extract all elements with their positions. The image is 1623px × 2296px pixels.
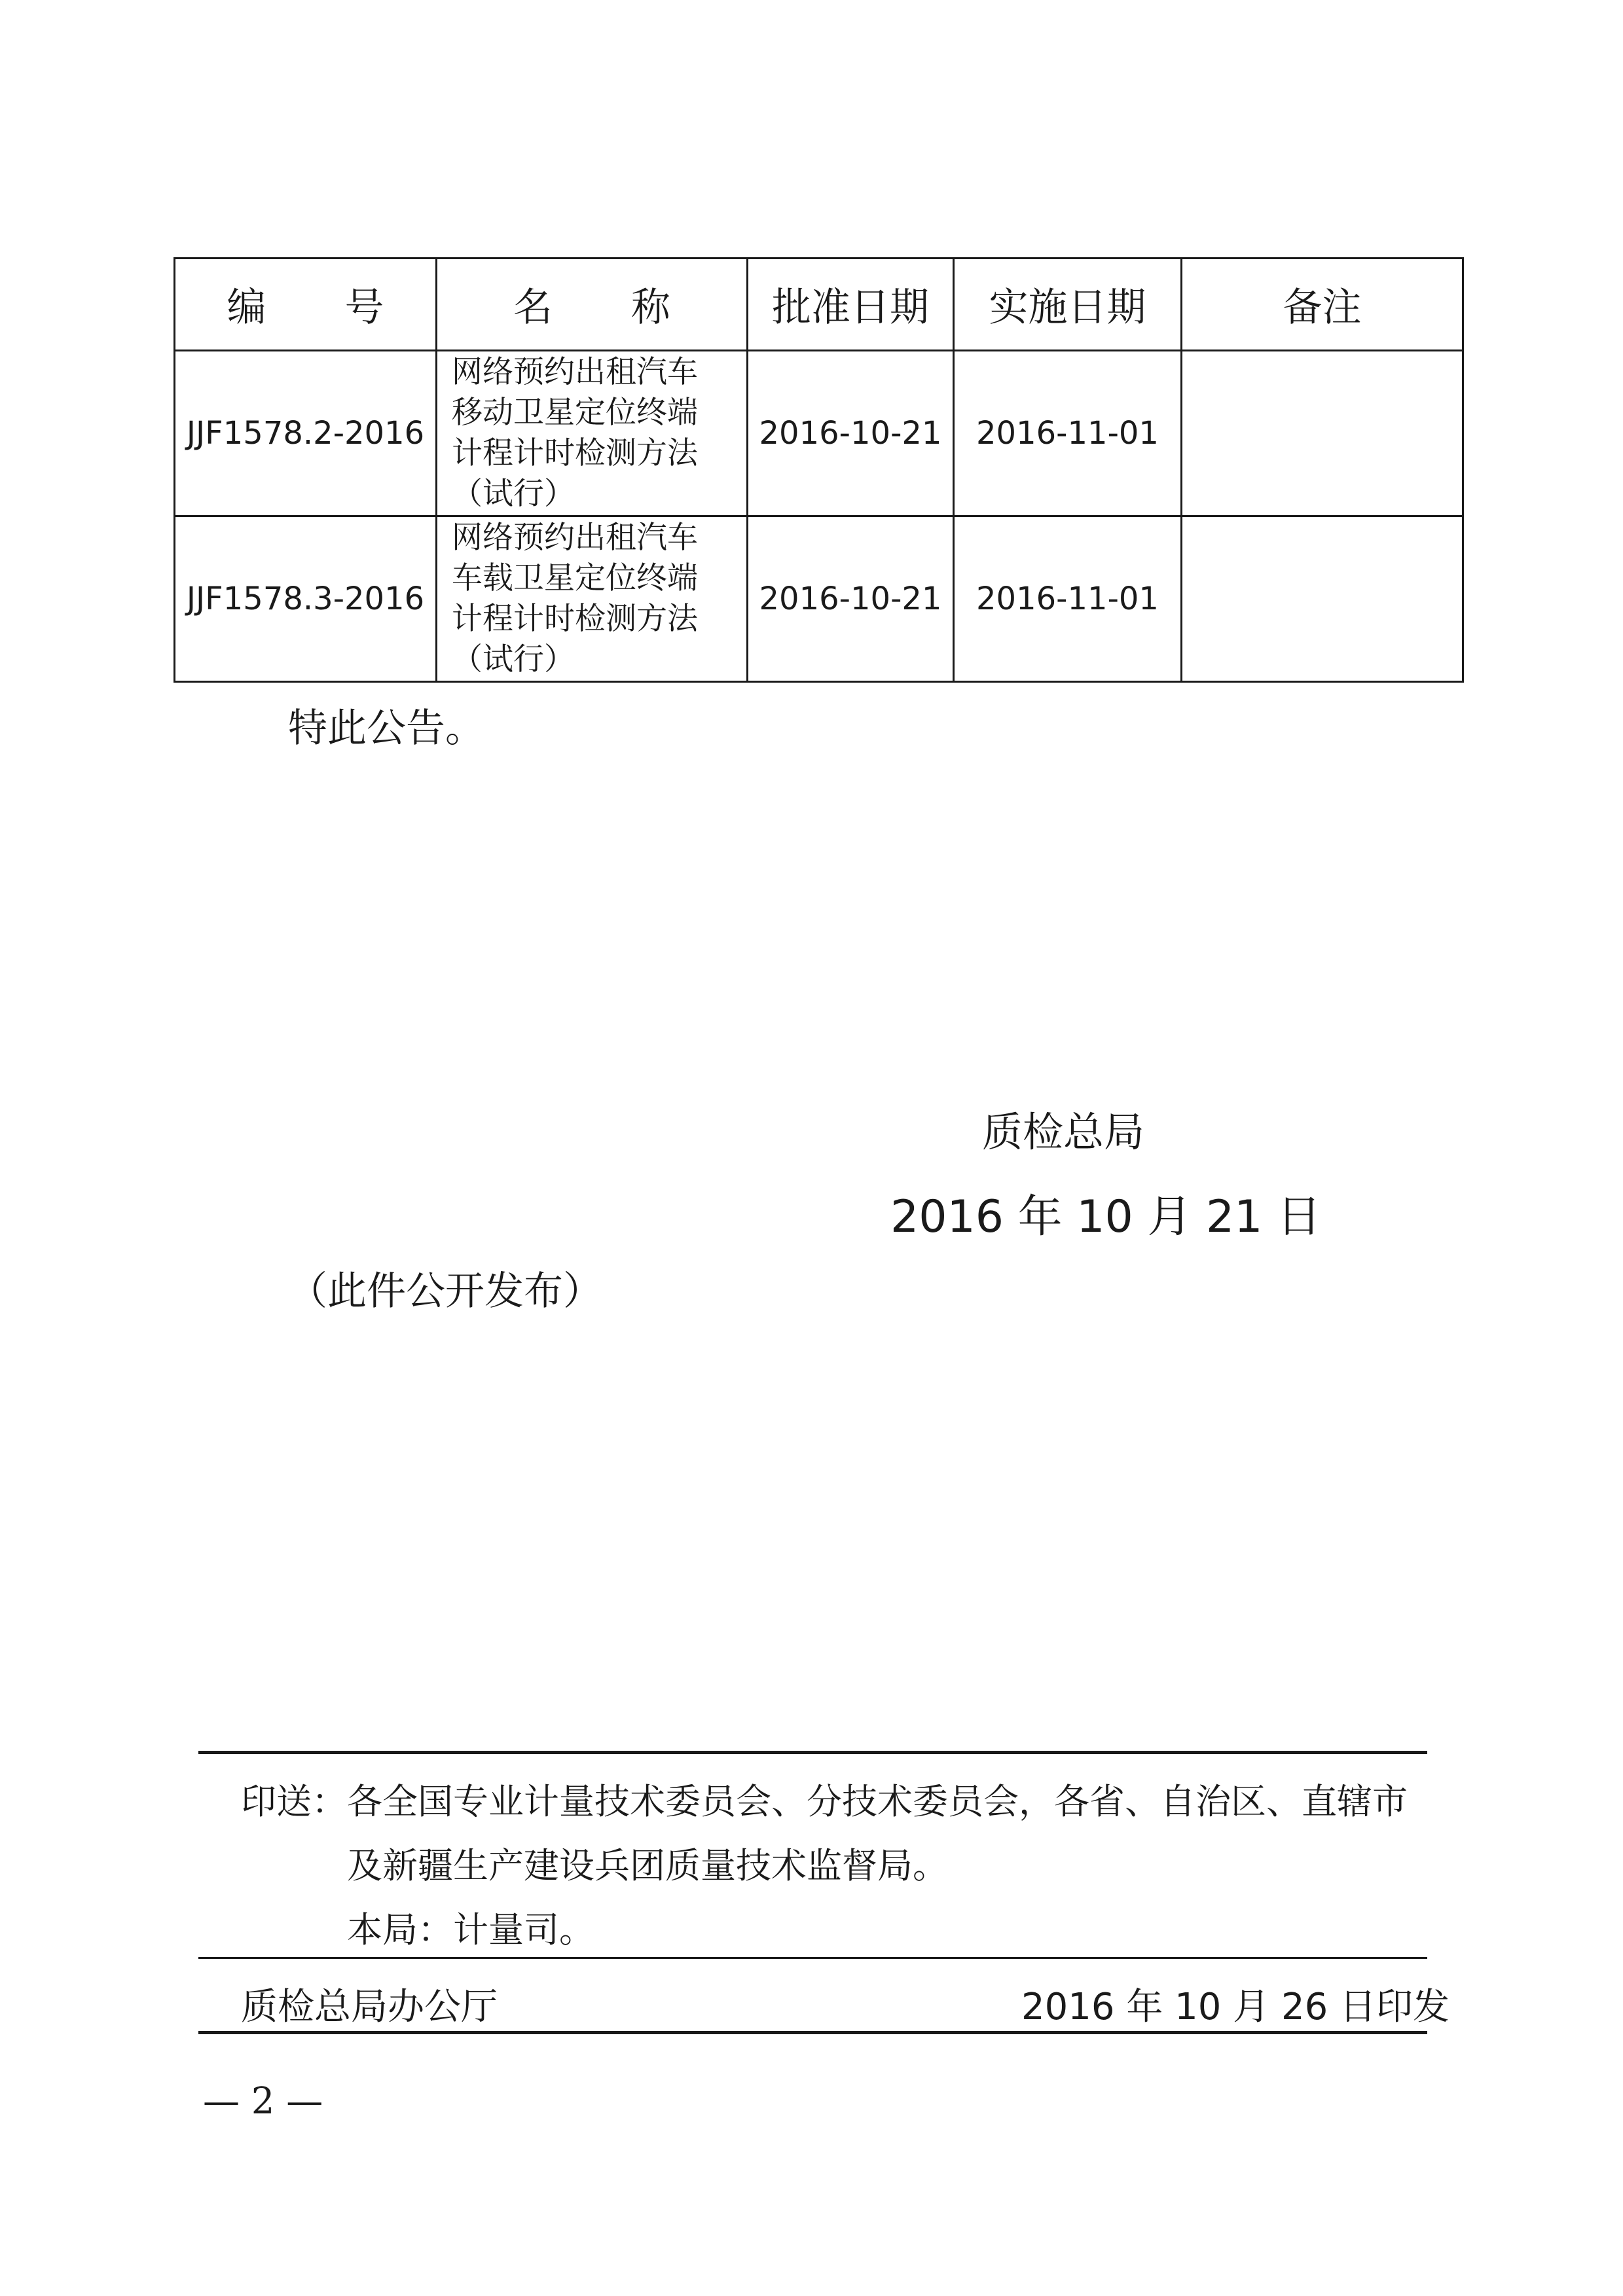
cell-approval-date: 2016-10-21 [748,516,954,682]
header-code: 编 号 [175,259,437,351]
cell-name [437,516,748,682]
cc-line: 及新疆生产建设兵团质量技术监督局。 [347,1845,948,1886]
name-line: 车载卫星定位终端 [452,560,698,596]
cell-remark [1182,351,1463,516]
issuing-office: 质检总局办公厅 [241,1986,498,2028]
name-line: 网络预约出租汽车 [452,520,698,556]
cell-code: JJF1578.2-2016 [175,351,437,516]
page-number: — 2 — [203,2080,323,2123]
cc-line: 本局：计量司。 [347,1909,594,1950]
print-date: 2016 年 10 月 26 日印发 [1021,1986,1450,2028]
table-row [175,351,1463,516]
header-name: 名 称 [437,259,748,351]
name-line: （试行） [452,641,575,677]
name-line: 计程计时检测方法 [452,435,698,471]
name-line: 网络预约出租汽车 [452,354,698,390]
cell-effective-date: 2016-11-01 [954,516,1182,682]
name-line: （试行） [452,476,575,512]
distribution-middle-rule [198,1957,1427,1959]
distribution-top-rule [198,1751,1427,1754]
cell-code: JJF1578.3-2016 [175,516,437,682]
header-approval-date: 批准日期 [748,259,954,351]
issuer-signature: 质检总局 [982,1108,1145,1156]
cell-remark [1182,516,1463,682]
name-line: 移动卫星定位终端 [452,395,698,431]
issue-date: 2016 年 10 月 21 日 [890,1191,1322,1243]
distribution-bottom-rule [198,2031,1427,2034]
header-effective-date: 实施日期 [954,259,1182,351]
cell-effective-date: 2016-11-01 [954,351,1182,516]
cell-name [437,351,748,516]
closing-statement: 特此公告。 [288,706,484,751]
standards-table [173,257,1464,683]
name-line: 计程计时检测方法 [452,601,698,637]
header-remark: 备注 [1182,259,1463,351]
table-header-row [175,259,1463,351]
table-row [175,516,1463,682]
cc-line: 印送：各全国专业计量技术委员会、分技术委员会，各省、自治区、直辖市 [241,1781,1408,1822]
cell-approval-date: 2016-10-21 [748,351,954,516]
public-release-note: （此件公开发布） [288,1268,602,1314]
